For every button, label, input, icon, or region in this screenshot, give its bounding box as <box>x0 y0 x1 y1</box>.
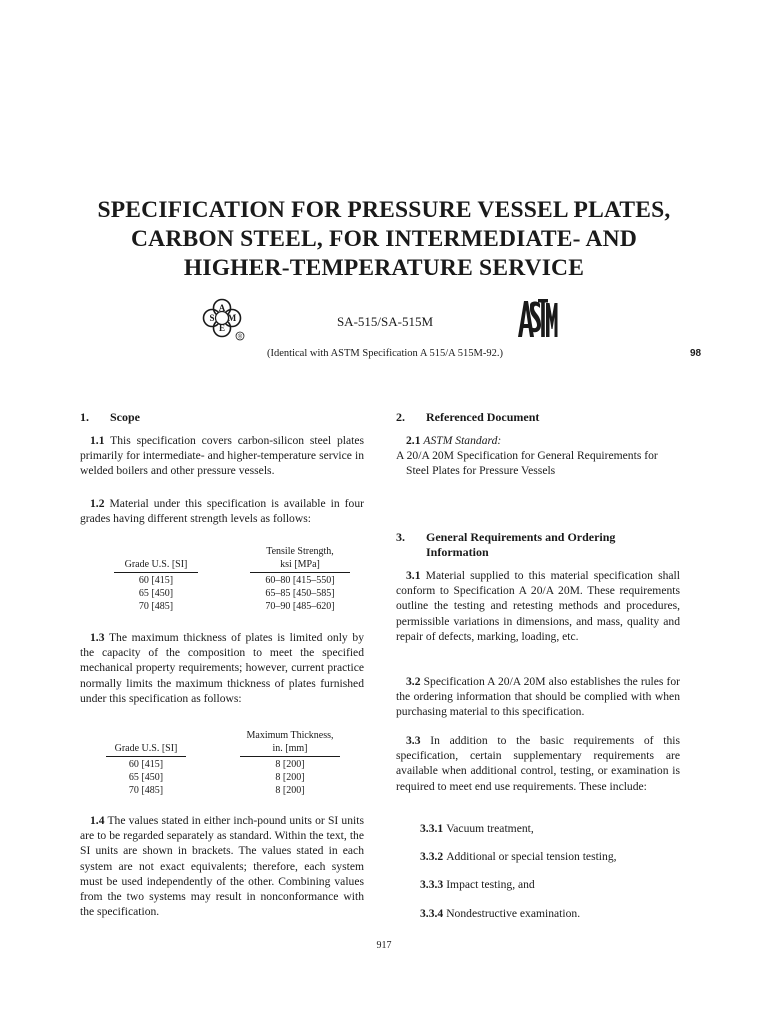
table-header: Grade U.S. [SI] <box>124 559 188 570</box>
paragraph-1-1 <box>80 433 364 479</box>
astm-logo <box>516 295 558 341</box>
section-heading-referenced-document <box>396 410 680 425</box>
item-number: 3.3.1 <box>420 822 444 835</box>
paragraph-text: Material supplied to this material specification shall conform to Specification A 20/A 20M. These requirements outline the testing and retesting methods and procedures, permissible variations in dimensions, and mass, quality and repair of defects, marking, loading, etc. <box>396 569 680 643</box>
table-header: in. [mm] <box>272 743 308 754</box>
maximum-thickness-table <box>80 728 364 800</box>
paragraph-number: 2.1 <box>406 434 421 447</box>
table-cell: 70–90 [485–620] <box>265 601 335 612</box>
item-number: 3.3.2 <box>420 850 444 863</box>
edition-year: 98 <box>690 348 702 359</box>
title-line: HIGHER-TEMPERATURE SERVICE <box>183 255 585 281</box>
paragraph-text: This specification covers carbon-silicon steel plates primarily for intermediate- and higher-temperature service in welded boilers and other pressure vessels. <box>80 434 364 478</box>
table-cell: 70 [485] <box>128 785 164 796</box>
tensile-strength-table <box>80 544 364 616</box>
table-cell: 70 [485] <box>138 601 174 612</box>
paragraph-number: 1.2 <box>90 497 105 510</box>
title-line: SPECIFICATION FOR PRESSURE VESSEL PLATES, <box>97 197 671 223</box>
paragraph-3-1 <box>396 568 680 644</box>
asme-letter: A <box>218 303 226 313</box>
section-title: General Requirements and Ordering <box>426 530 616 544</box>
paragraph-1-3 <box>80 630 364 706</box>
paragraph-text: The values stated in either inch-pound units or SI units are to be regarded separately as standard. Within the text, the SI units are shown in brackets. The values stated in each system are not exact equivalents; therefore, each system must be used independently of the other. Combining values from the two systems may result in nonconformance with the specification. <box>80 814 364 919</box>
page-number: 917 <box>376 940 392 951</box>
section-number: 3. <box>396 530 405 544</box>
paragraph-number: 1.1 <box>90 434 105 447</box>
asme-letter: M <box>227 313 237 323</box>
header-rule <box>240 756 340 757</box>
section-heading-general-requirements <box>396 530 680 560</box>
table-header: Grade U.S. [SI] <box>114 743 178 754</box>
identical-note: (Identical with ASTM Specification A 515/A 515M-92.) <box>267 348 503 359</box>
paragraph-2-1 <box>396 433 680 479</box>
supplementary-item <box>420 822 534 835</box>
item-number: 3.3.4 <box>420 907 444 920</box>
table-header: ksi [MPa] <box>280 559 320 570</box>
paragraph-3-3 <box>396 733 680 794</box>
table-cell: 65 [450] <box>128 772 164 783</box>
header-rule <box>106 756 186 757</box>
item-text: Nondestructive examination. <box>446 907 581 920</box>
paragraph-number: 1.3 <box>90 631 105 644</box>
section-title-continued: Information <box>426 545 489 560</box>
header-rule <box>114 572 198 573</box>
asme-letter: E <box>218 323 226 333</box>
section-title: Referenced Document <box>426 410 540 424</box>
supplementary-item <box>420 878 535 891</box>
paragraph-label: ASTM Standard: <box>423 434 502 447</box>
paragraph-1-2 <box>80 496 364 526</box>
supplementary-item <box>420 850 617 863</box>
table-cell: 60 [415] <box>128 759 164 770</box>
left-column <box>80 410 364 425</box>
table-cell: 65 [450] <box>138 588 174 599</box>
section-number: 2. <box>396 410 405 424</box>
item-text: Additional or special tension testing, <box>446 850 617 863</box>
paragraph-text: Specification A 20/A 20M also establishes the rules for the ordering information that should be complied with when purchasing material to this specification. <box>396 675 680 719</box>
reference-entry-continued: Steel Plates for Pressure Vessels <box>406 464 556 478</box>
document-title <box>60 196 708 283</box>
paragraph-number: 1.4 <box>90 814 105 827</box>
paragraph-number: 3.2 <box>406 675 421 688</box>
paragraph-number: 3.3 <box>406 734 421 747</box>
table-cell: 65–85 [450–585] <box>265 588 335 599</box>
paragraph-text: In addition to the basic requirements of this specification, certain supplementary requirements are available when additional control, testing, or examination is required to meet end use requirements. These include: <box>396 734 680 793</box>
paragraph-number: 3.1 <box>406 569 421 582</box>
table-header: Maximum Thickness, <box>246 730 334 741</box>
section-heading-scope <box>80 410 364 425</box>
paragraph-text: Material under this specification is available in four grades having different strength levels as follows: <box>80 497 364 526</box>
table-header: Tensile Strength, <box>266 546 334 557</box>
item-text: Impact testing, and <box>446 878 535 891</box>
item-text: Vacuum treatment, <box>446 822 534 835</box>
table-cell: 8 [200] <box>275 772 305 783</box>
asme-logo <box>200 297 248 343</box>
title-line: CARBON STEEL, FOR INTERMEDIATE- AND <box>130 226 637 252</box>
registered-mark: ® <box>237 334 243 341</box>
section-title: Scope <box>110 410 140 424</box>
table-cell: 8 [200] <box>275 759 305 770</box>
item-number: 3.3.3 <box>420 878 444 891</box>
paragraph-1-4 <box>80 813 364 919</box>
table-cell: 60 [415] <box>138 575 174 586</box>
asme-letter: S <box>209 313 215 323</box>
reference-entry: A 20/A 20M Specification for General Requirements for <box>396 449 658 463</box>
section-number: 1. <box>80 410 89 424</box>
table-cell: 8 [200] <box>275 785 305 796</box>
designation: SA-515/SA-515M <box>336 314 434 329</box>
table-cell: 60–80 [415–550] <box>265 575 335 586</box>
paragraph-text: The maximum thickness of plates is limited only by the capacity of the composition to meet the specified mechanical property requirements; however, current practice normally limits the maximum thickness of plates furnished under this specification as follows: <box>80 631 364 705</box>
paragraph-3-2 <box>396 674 680 720</box>
header-rule <box>250 572 350 573</box>
supplementary-item <box>420 907 580 920</box>
